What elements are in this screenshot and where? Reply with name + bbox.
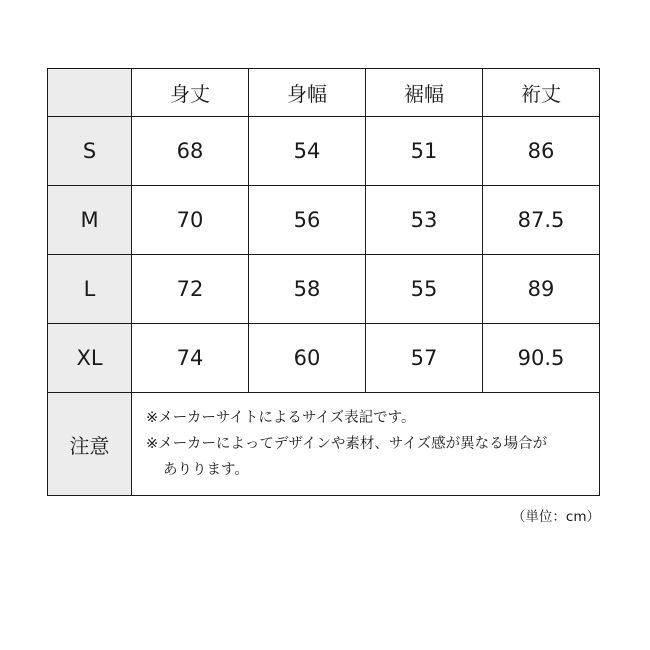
note-line: ありります。 — [163, 462, 249, 478]
value-cell: 90.5 — [483, 324, 600, 393]
value-cell: 86 — [483, 117, 600, 186]
value-cell: 53 — [366, 186, 483, 255]
value-cell: 58 — [249, 255, 366, 324]
size-label: L — [48, 255, 132, 324]
value-cell: 57 — [366, 324, 483, 393]
size-label: M — [48, 186, 132, 255]
note-row — [48, 393, 600, 496]
table-row — [48, 117, 600, 186]
value-cell: 60 — [249, 324, 366, 393]
size-label: XL — [48, 324, 132, 393]
note-line: ※メーカーによってデザインや素材、サイズ感が異なる場合が — [146, 436, 548, 452]
size-label: S — [48, 117, 132, 186]
value-cell: 54 — [249, 117, 366, 186]
note-text — [132, 393, 600, 496]
value-cell: 74 — [132, 324, 249, 393]
value-cell: 51 — [366, 117, 483, 186]
table-row — [48, 255, 600, 324]
value-cell: 89 — [483, 255, 600, 324]
table-row — [48, 186, 600, 255]
size-chart-table — [47, 68, 600, 496]
note-label: 注意 — [48, 393, 132, 496]
value-cell: 70 — [132, 186, 249, 255]
header-width: 身幅 — [249, 69, 366, 117]
header-hem-width: 裾幅 — [366, 69, 483, 117]
value-cell: 68 — [132, 117, 249, 186]
value-cell: 56 — [249, 186, 366, 255]
header-length: 身丈 — [132, 69, 249, 117]
unit-note: （単位：cm） — [511, 509, 600, 525]
value-cell: 72 — [132, 255, 249, 324]
value-cell: 55 — [366, 255, 483, 324]
header-sleeve-length: 裄丈 — [483, 69, 600, 117]
header-row — [48, 69, 600, 117]
table-row — [48, 324, 600, 393]
note-line: ※メーカーサイトによるサイズ表記です。 — [146, 410, 416, 426]
corner-cell — [48, 69, 132, 117]
value-cell: 87.5 — [483, 186, 600, 255]
